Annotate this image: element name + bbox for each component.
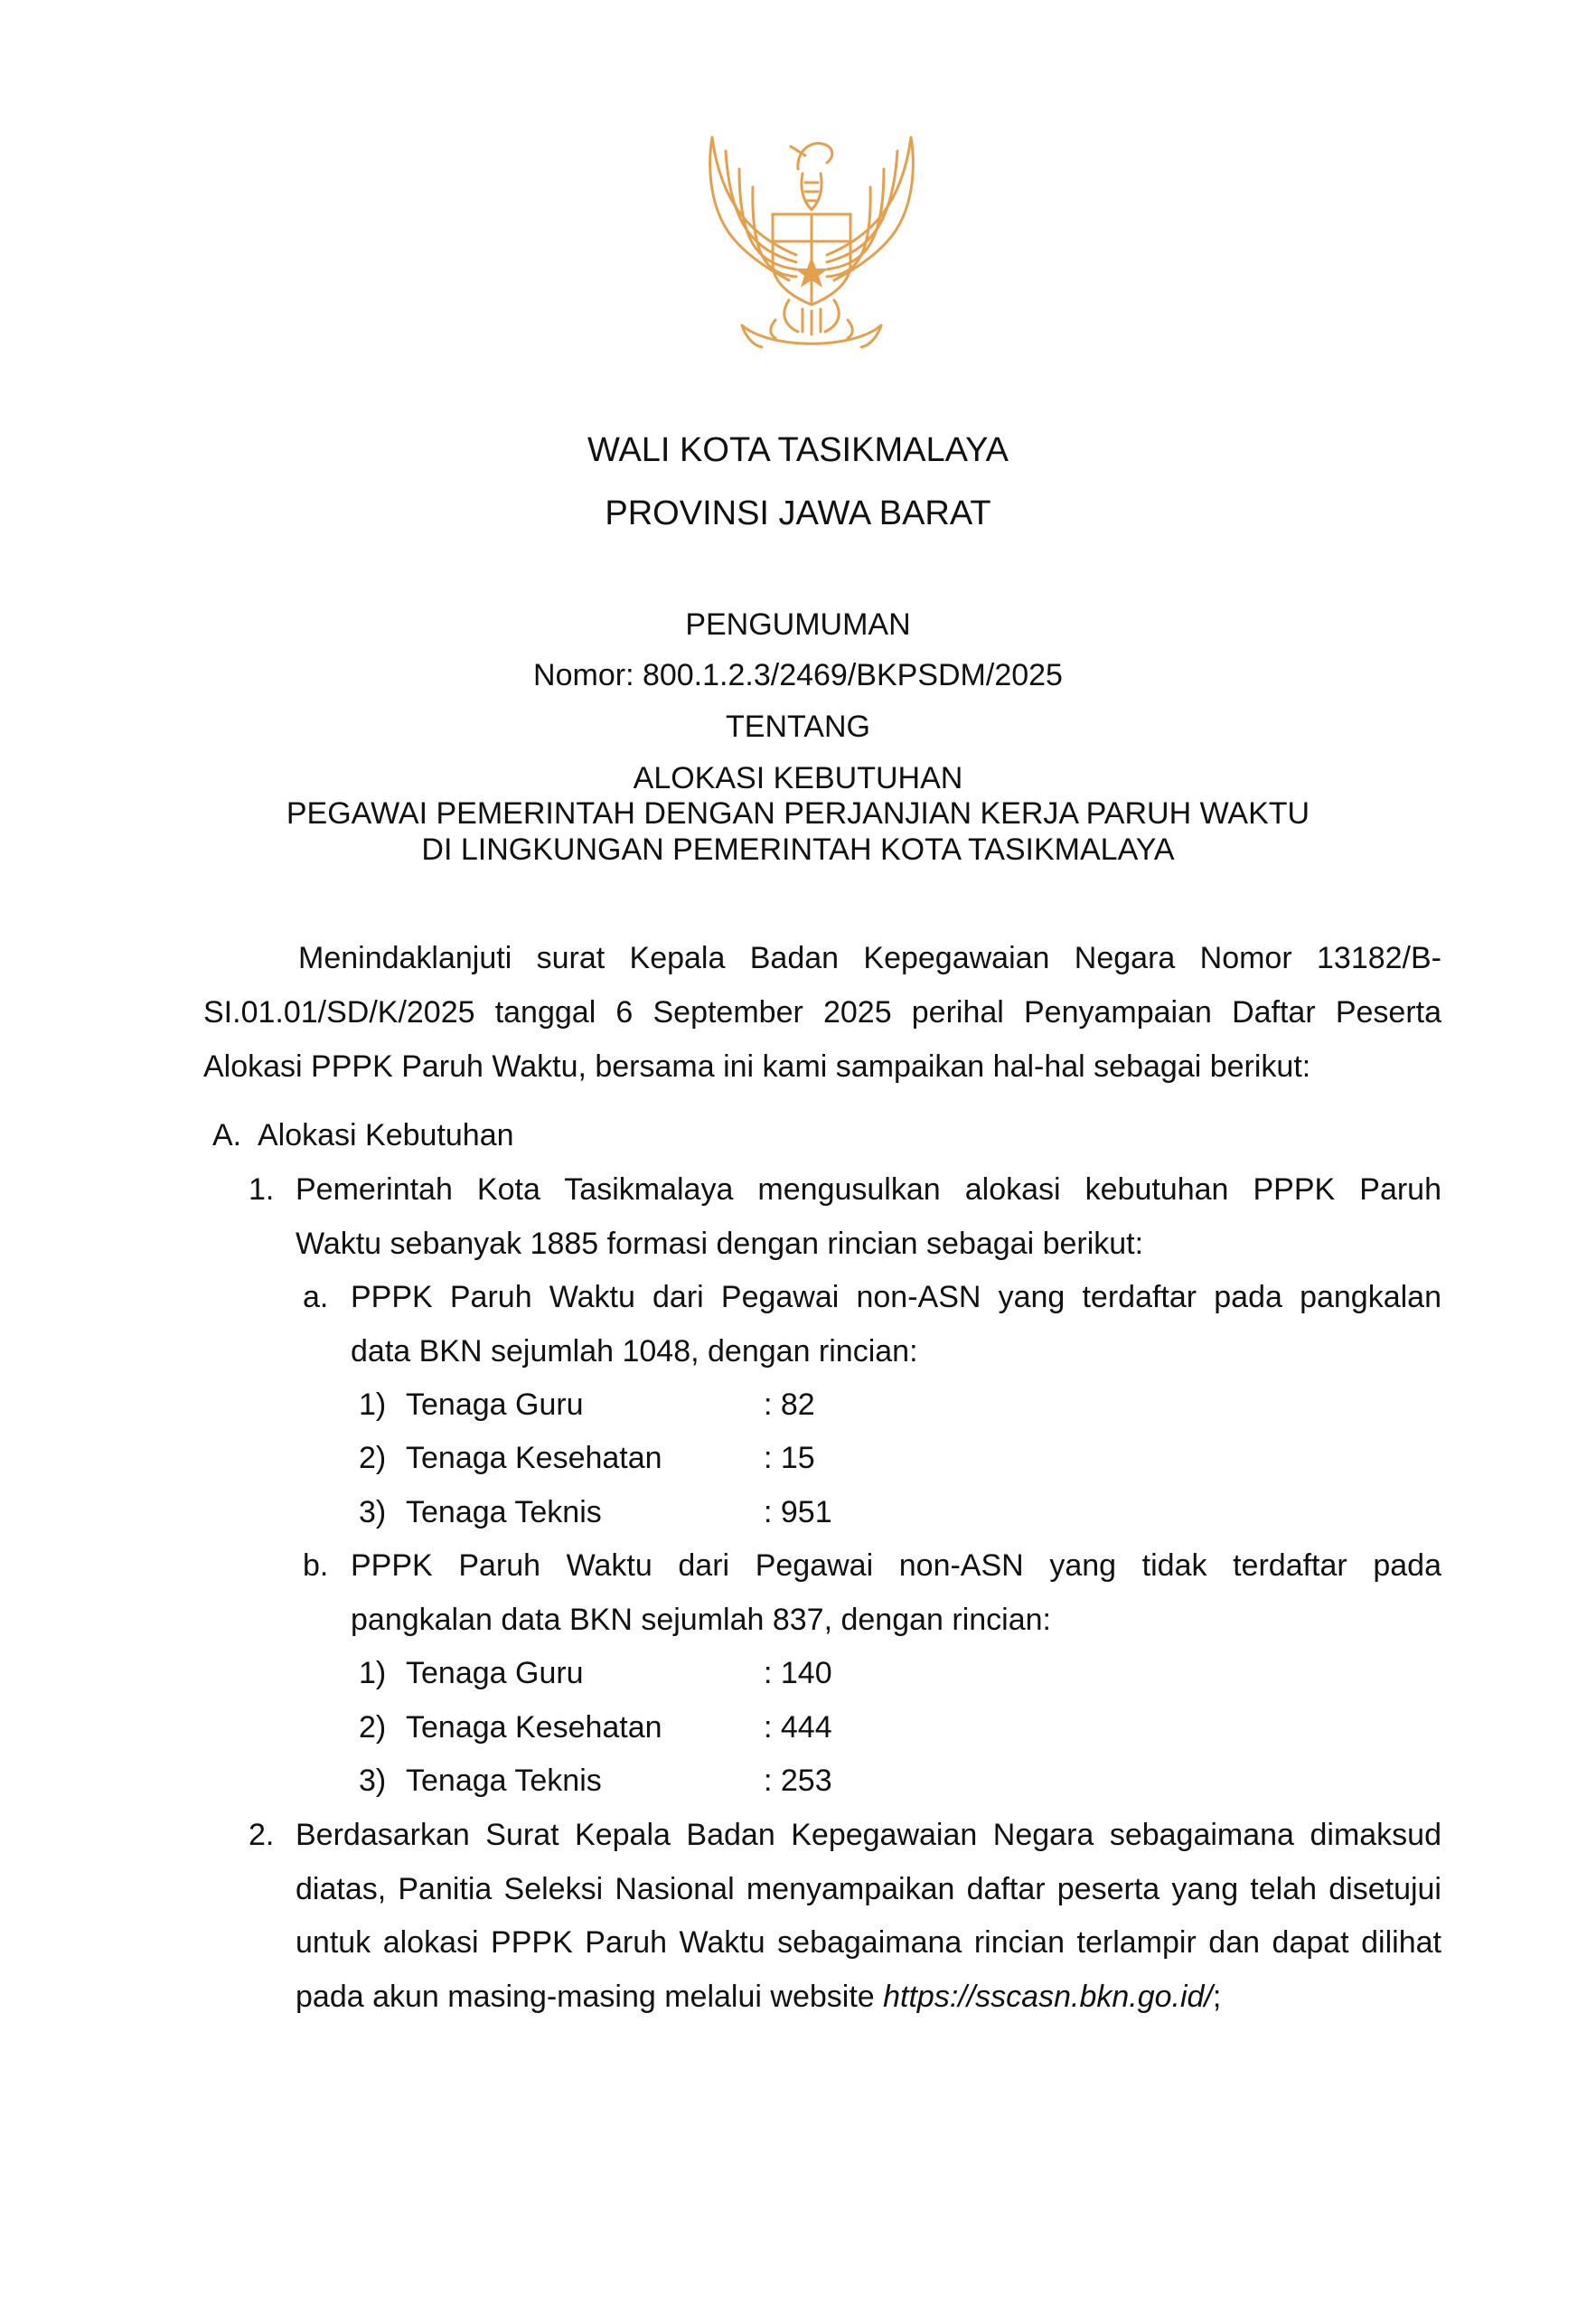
sub-a-row-value: : 951 [764,1495,832,1529]
sub-a-line-1: PPPK Paruh Waktu dari Pegawai non-ASN yang terdaftar pada pangkalan [351,1280,1441,1314]
sub-a-row-label: Tenaga Teknis [406,1495,602,1529]
item-1-marker: 1. [249,1172,275,1207]
sub-a-row-label: Tenaga Kesehatan [406,1441,662,1475]
header-line-2: PROVINSI JAWA BARAT [605,494,991,532]
sub-b-line-1: PPPK Paruh Waktu dari Pegawai non-ASN yang tidak terdaftar pada [351,1548,1441,1583]
sub-b-row-value: : 253 [764,1764,832,1798]
sub-a-line-2: data BKN sejumlah 1048, dengan rincian: [351,1334,918,1369]
sub-b-row-value: : 140 [764,1656,832,1690]
garuda-emblem [690,119,934,363]
sub-a-row-value: : 15 [764,1441,815,1475]
sub-b-row-value: : 444 [764,1710,832,1745]
website-link[interactable]: https://sscasn.bkn.go.id/ [883,1980,1213,2014]
sub-b-row-num: 2) [359,1710,387,1745]
sub-a-row-value: : 82 [764,1387,815,1422]
header-line-1: WALI KOTA TASIKMALAYA [587,431,1009,469]
item-2-line-4 [296,1979,1221,2015]
item-2-line-4-suffix: ; [1212,1980,1222,2014]
item-2-line-1: Berdasarkan Surat Kepala Badan Kepegawaian Negara sebagaimana dimaksud [296,1818,1441,1852]
intro-line-1: Menindaklanjuti surat Kepala Badan Kepegawaian Negara Nomor 13182/B- [298,941,1441,975]
intro-line-2: SI.01.01/SD/K/2025 tanggal 6 September 2025 perihal Penyampaian Daftar Peserta [203,995,1441,1030]
section-a-title: Alokasi Kebutuhan [258,1118,514,1152]
sub-b-row-label: Tenaga Kesehatan [406,1710,662,1745]
item-1-line-1: Pemerintah Kota Tasikmalaya mengusulkan alokasi kebutuhan PPPK Paruh [296,1172,1441,1207]
sub-b-row-num: 3) [359,1764,387,1798]
intro-line-3: Alokasi PPPK Paruh Waktu, bersama ini kami sampaikan hal-hal sebagai berikut: [203,1049,1311,1084]
item-2-line-3: untuk alokasi PPPK Paruh Waktu sebagaimana rincian terlampir dan dapat dilihat [296,1925,1441,1960]
sub-b-marker: b. [303,1548,329,1583]
sub-b-row-label: Tenaga Guru [406,1656,584,1690]
item-2-marker: 2. [249,1818,275,1852]
sub-a-row-num: 1) [359,1387,387,1422]
sub-a-marker: a. [303,1280,329,1314]
section-a-marker: A. [212,1118,242,1152]
subject-line-3: DI LINGKUNGAN PEMERINTAH KOTA TASIKMALAYA [421,832,1175,867]
subject-line-2: PEGAWAI PEMERINTAH DENGAN PERJANJIAN KERJA PARUH WAKTU [286,796,1310,831]
subject-line-1: ALOKASI KEBUTUHAN [633,761,963,795]
item-2-line-4-prefix: pada akun masing-masing melalui website [296,1980,884,2014]
item-2-line-2: diatas, Panitia Seleksi Nasional menyampaikan daftar peserta yang telah disetujui [296,1872,1441,1906]
sub-a-row-label: Tenaga Guru [406,1387,584,1422]
sub-b-row-num: 1) [359,1656,387,1690]
announcement-label: PENGUMUMAN [685,607,911,642]
sub-b-line-2: pangkalan data BKN sejumlah 837, dengan rincian: [351,1603,1051,1637]
sub-a-row-num: 3) [359,1495,387,1529]
sub-b-row-label: Tenaga Teknis [406,1764,602,1798]
announcement-number: Nomor: 800.1.2.3/2469/BKPSDM/2025 [533,658,1063,692]
item-1-line-2: Waktu sebanyak 1885 formasi dengan rincian sebagai berikut: [296,1227,1144,1261]
about-label: TENTANG [726,710,870,744]
sub-a-row-num: 2) [359,1441,387,1475]
